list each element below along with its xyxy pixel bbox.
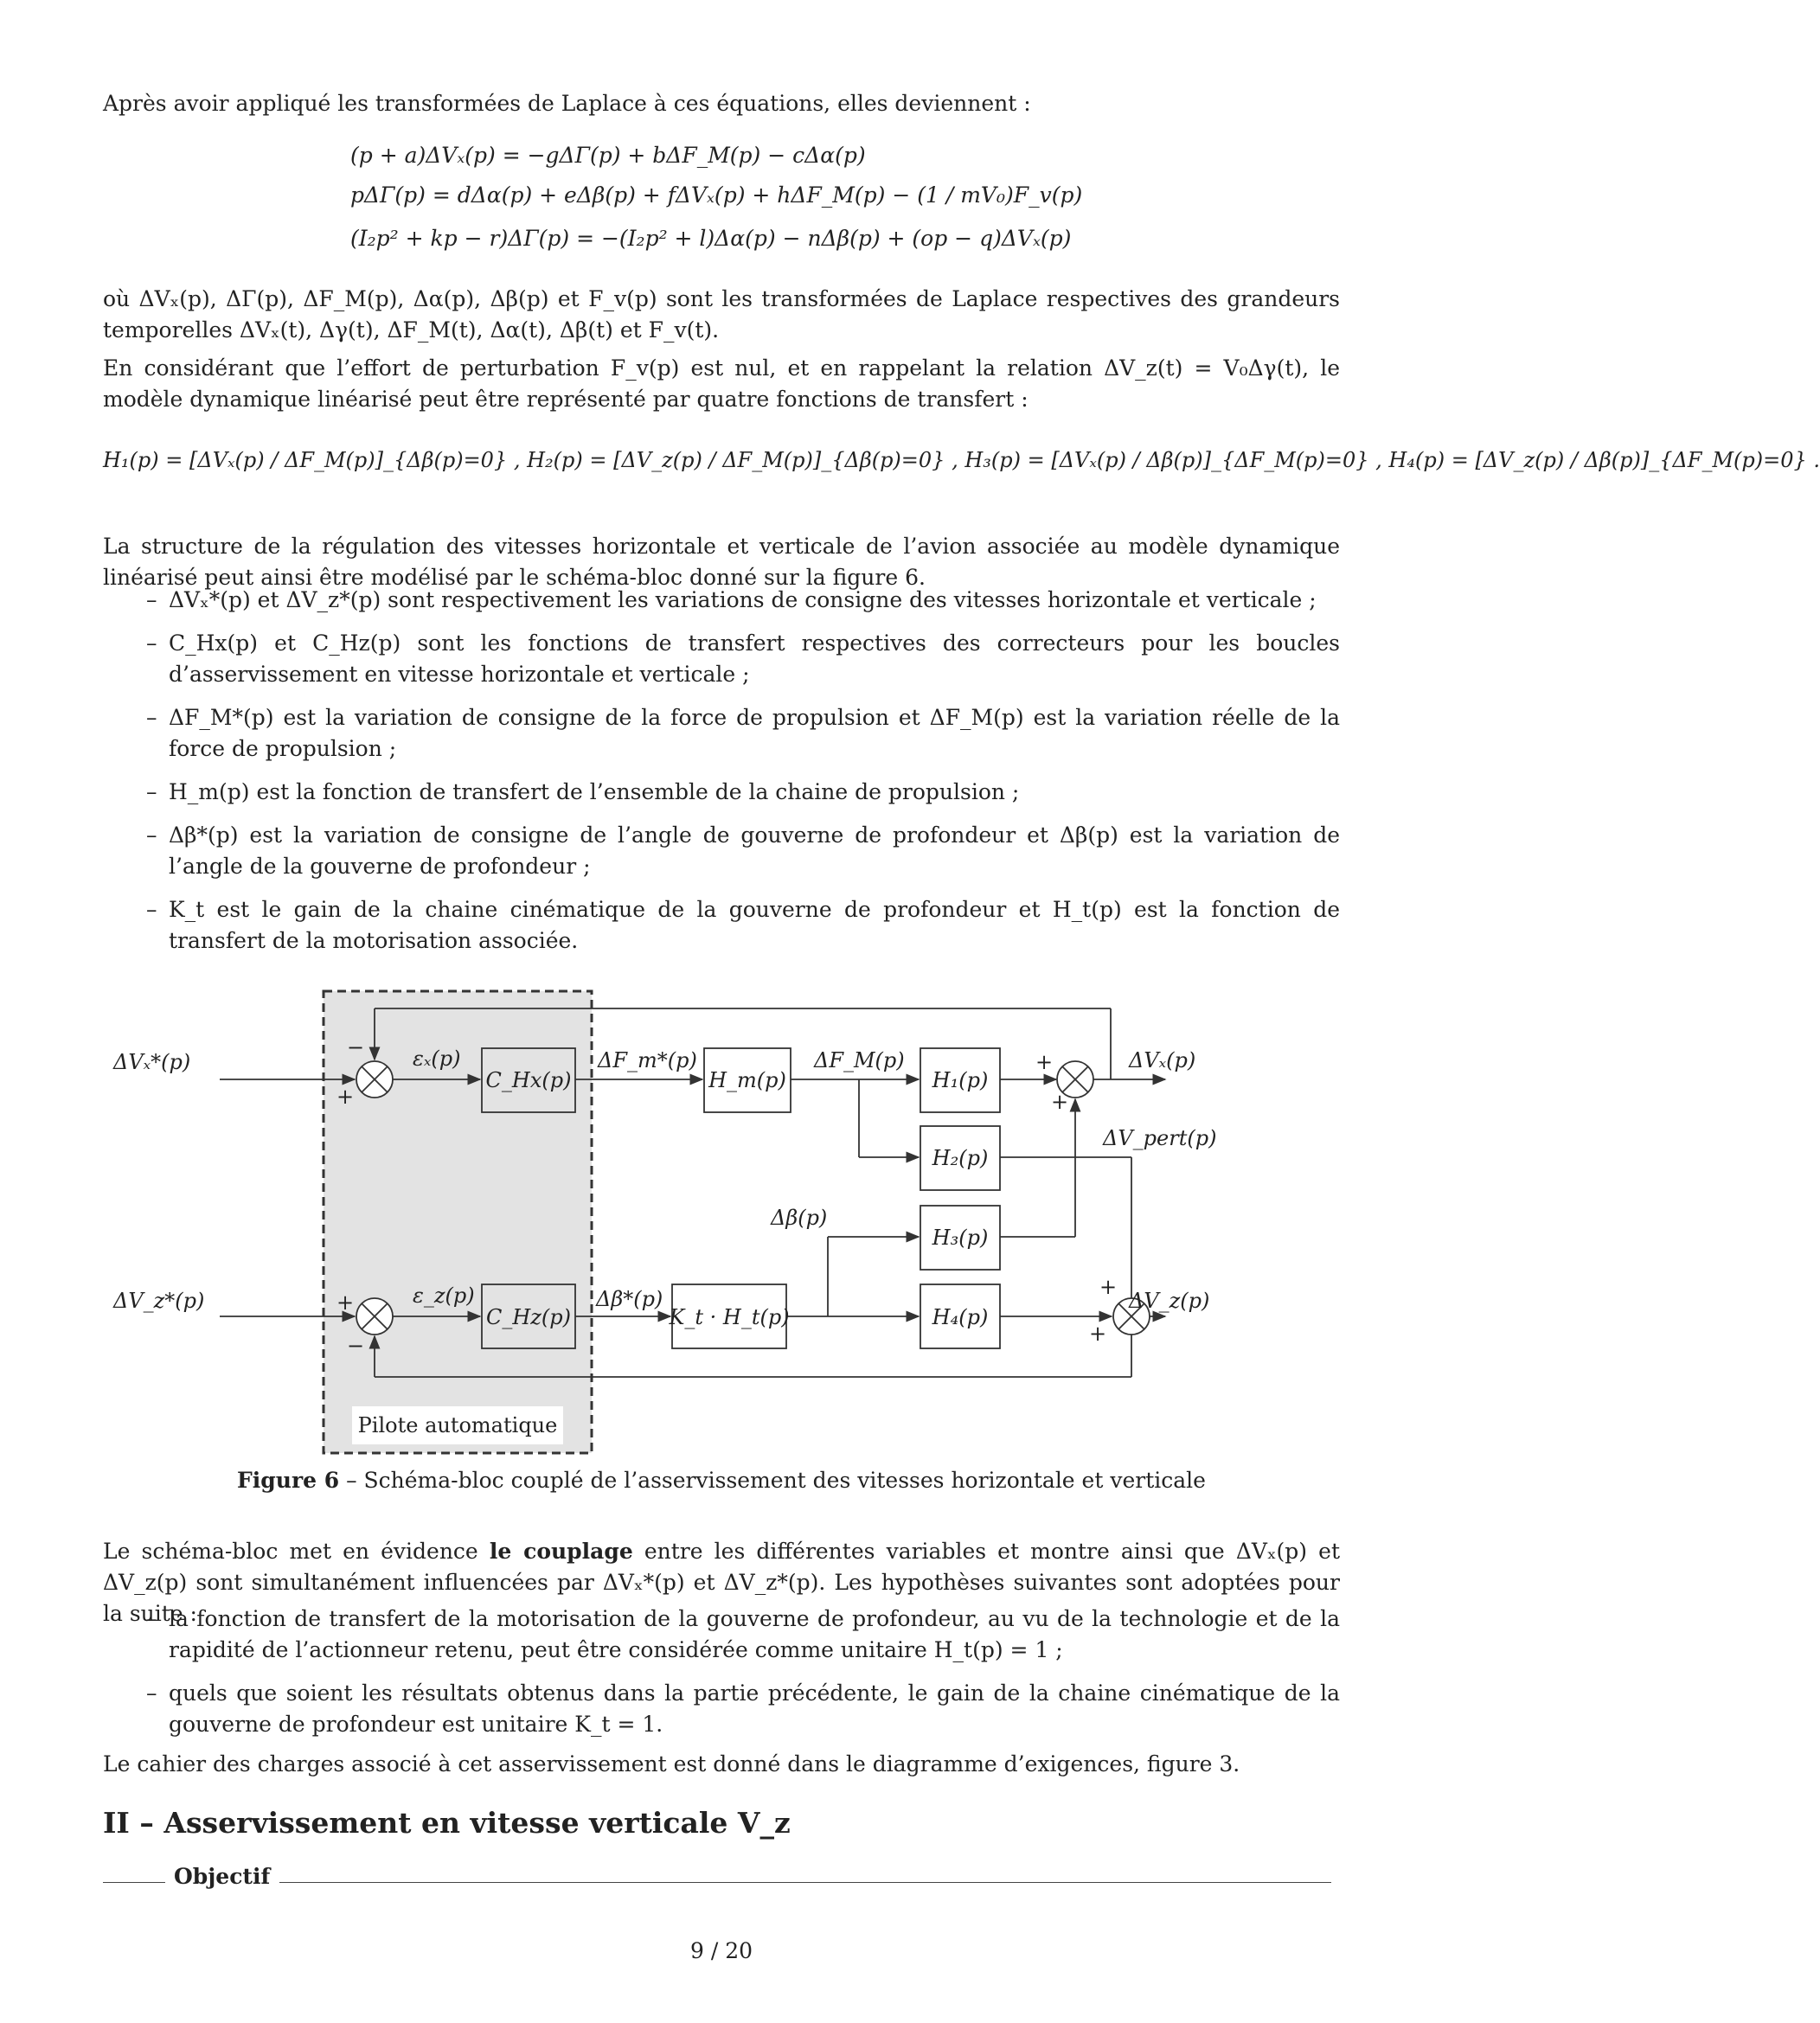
transfer-functions: H₁(p) = [ΔVₓ(p) / ΔF_M(p)]_{Δβ(p)=0} , H₂(p) = [ΔV_z(p) / ΔF_M(p)]_{Δβ(p)=0} , H₃(p) = [ΔVₓ(p) / Δβ(p)]_{ΔF_M(p)=0} , H₄(p) = [ΔV_z(p) / Δβ(p)]_{ΔF_M(p)=0} .: [103, 448, 1820, 472]
equation-2: pΔΓ(p) = dΔα(p) + eΔβ(p) + fΔVₓ(p) + hΔF_M(p) − (1 / mV₀)F_v(p): [350, 182, 1083, 208]
list-item: – la fonction de transfert de la motorisation de la gouverne de profondeur, au vu de la technologie et de la rapidité de l’actionneur retenu, peut être considérée comme unitaire H_t(p) = 1 ;: [103, 1604, 1340, 1666]
couplage-text-2: entre les différentes variables et montre ainsi que ΔVₓ(p) et ΔV_z(p) sont simultanément influencées par ΔVₓ*(p) et ΔV_z*(p). Les hypothèses suivantes sont adoptées pour la suite :: [103, 1539, 1340, 1626]
couplage-bold: le couplage: [489, 1539, 633, 1564]
definition-list: [103, 585, 1340, 969]
label-output-x: ΔVₓ(p): [1129, 1048, 1196, 1072]
intro-paragraph: Après avoir appliqué les transformées de Laplace à ces équations, elles deviennent :: [103, 91, 1031, 116]
section-title: II – Asservissement en vitesse verticale V_z: [103, 1806, 791, 1840]
page-number: 9 / 20: [689, 1938, 753, 1963]
equation-1: (p + a)ΔVₓ(p) = −gΔΓ(p) + bΔF_M(p) − cΔα(p): [350, 143, 866, 168]
block-diagram-figure: [103, 972, 1340, 1465]
sign-plus-vx-1: +: [1035, 1050, 1054, 1074]
couplage-text-1: Le schéma-bloc met en évidence: [103, 1539, 490, 1564]
list-item: – Δβ*(p) est la variation de consigne de l’angle de gouverne de profondeur et Δβ(p) est la variation de l’angle de la gouverne de profondeur ;: [103, 820, 1340, 882]
label-chz: C_Hz(p): [485, 1305, 572, 1329]
block-diagram: [103, 972, 1340, 1456]
label-beta-star: Δβ*(p): [596, 1287, 663, 1311]
label-fm: ΔF_M(p): [814, 1048, 905, 1072]
label-kt-ht: K_t · H_t(p): [669, 1305, 790, 1329]
hypotheses-list: [103, 1604, 1340, 1752]
objectif-label: Objectif: [174, 1864, 271, 1889]
label-eps-z: ε_z(p): [413, 1284, 475, 1308]
model-paragraph: En considérant que l’effort de perturbation F_v(p) est nul, et en rappelant la relation ΔV_z(t) = V₀Δγ(t), le modèle dynamique linéarisé peut être représenté par quatre fonctions de transfert :: [103, 355, 1340, 412]
list-item: – K_t est le gain de la chaine cinématique de la gouverne de profondeur et H_t(p) est la fonction de transfert de la motorisation associée.: [103, 894, 1340, 957]
sign-plus-vz-2: +: [1089, 1322, 1107, 1346]
list-item: – ΔF_M*(p) est la variation de consigne de la force de propulsion et ΔF_M(p) est la variation réelle de la force de propulsion ;: [103, 702, 1340, 765]
label-vpert: ΔV_pert(p): [1103, 1126, 1217, 1150]
pilote-label: Pilote automatique: [357, 1413, 558, 1437]
label-output-z: ΔV_z(p): [1129, 1289, 1210, 1313]
label-h4: H₄(p): [932, 1305, 989, 1329]
label-chx: C_Hx(p): [485, 1068, 572, 1092]
objectif-header: [103, 1861, 1331, 1892]
equation-3: (I₂p² + kp − r)ΔΓ(p) = −(I₂p² + l)Δα(p) − nΔβ(p) + (op − q)ΔVₓ(p): [350, 226, 1072, 251]
figure-caption: [103, 1465, 1340, 1496]
label-hm: H_m(p): [708, 1068, 786, 1092]
label-eps-x: εₓ(p): [413, 1047, 461, 1071]
sign-minus-x: −: [347, 1035, 365, 1060]
sign-plus-z: +: [336, 1290, 355, 1315]
sign-plus-vx-2: +: [1051, 1090, 1069, 1114]
caption-text: – Schéma-bloc couplé de l’asservissement des vitesses horizontale et verticale: [339, 1468, 1206, 1493]
label-h3: H₃(p): [932, 1226, 989, 1250]
objectif-rule-left: [103, 1882, 165, 1883]
laplace-paragraph: où ΔVₓ(p), ΔΓ(p), ΔF_M(p), Δα(p), Δβ(p) et F_v(p) sont les transformées de Laplace respectives des grandeurs temporelles ΔVₓ(t), Δγ(t), ΔF_M(t), Δα(t), Δβ(t) et F_v(t).: [103, 286, 1340, 343]
sign-plus-vz-1: +: [1099, 1275, 1118, 1299]
label-input-x: ΔVₓ*(p): [113, 1050, 191, 1074]
cdc-paragraph: Le cahier des charges associé à cet asservissement est donné dans le diagramme d’exigences, figure 3.: [103, 1751, 1240, 1777]
label-fm-star: ΔF_m*(p): [598, 1048, 697, 1072]
list-item: – quels que soient les résultats obtenus dans la partie précédente, le gain de la chaine cinématique de la gouverne de profondeur est unitaire K_t = 1.: [103, 1678, 1340, 1740]
list-item: – ΔVₓ*(p) et ΔV_z*(p) sont respectivement les variations de consigne des vitesses horizontale et verticale ;: [103, 585, 1340, 616]
list-item: – C_Hx(p) et C_Hz(p) sont les fonctions de transfert respectives des correcteurs pour les boucles d’asservissement en vitesse horizontale et verticale ;: [103, 628, 1340, 690]
label-beta: Δβ(p): [771, 1206, 828, 1230]
caption-number: Figure 6: [237, 1468, 340, 1493]
label-input-z: ΔV_z*(p): [113, 1289, 205, 1313]
sign-plus-x: +: [336, 1085, 355, 1109]
label-h2: H₂(p): [932, 1146, 989, 1170]
list-item: – H_m(p) est la fonction de transfert de l’ensemble de la chaine de propulsion ;: [103, 777, 1340, 808]
sign-minus-z: −: [347, 1334, 365, 1358]
label-h1: H₁(p): [932, 1068, 989, 1092]
objectif-rule-right: [279, 1882, 1331, 1883]
structure-paragraph: La structure de la régulation des vitesses horizontale et verticale de l’avion associée au modèle dynamique linéarisé peut ainsi être modélisé par le schéma-bloc donné sur la figure 6.: [103, 534, 1340, 590]
